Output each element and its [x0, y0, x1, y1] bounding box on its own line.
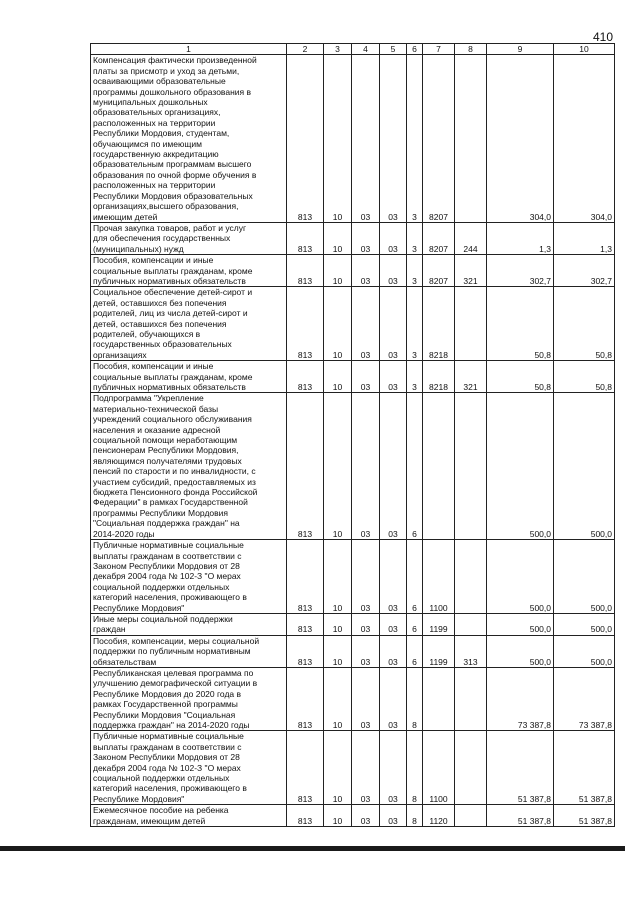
column-header: 9 [487, 44, 554, 55]
row-cell-3: 10 [324, 361, 352, 393]
row-cell-2: 813 [287, 805, 324, 827]
row-cell-10: 500,0 [554, 540, 615, 614]
row-cell-3: 10 [324, 287, 352, 361]
row-cell-3: 10 [324, 255, 352, 287]
row-cell-2: 813 [287, 222, 324, 254]
row-cell-7 [423, 667, 455, 730]
row-cell-7: 8207 [423, 55, 455, 223]
column-header: 10 [554, 44, 615, 55]
row-description: Республиканская целевая программа по улучшению демографической ситуации в Республике Мордовия до 2020 года в рамках Государственной программы Республики Мордовия "Социальная поддержка граждан" на 2014-2020 годы [91, 667, 287, 730]
row-cell-2: 813 [287, 731, 324, 805]
header-row [91, 44, 615, 55]
column-header: 6 [407, 44, 423, 55]
row-cell-4: 03 [352, 613, 380, 635]
row-cell-4: 03 [352, 287, 380, 361]
table-row [91, 667, 615, 730]
row-cell-2: 813 [287, 287, 324, 361]
table-row [91, 222, 615, 254]
row-cell-5: 03 [380, 613, 407, 635]
row-cell-4: 03 [352, 540, 380, 614]
row-cell-8: 244 [455, 222, 487, 254]
row-description: Публичные нормативные социальные выплаты гражданам в соответствии с Законом Республики Мордовия от 28 декабря 2004 года № 102-З "О мерах социальной поддержки отдельных категорий населения, проживающего в Республике Мордовия" [91, 731, 287, 805]
row-cell-5: 03 [380, 540, 407, 614]
row-cell-10: 51 387,8 [554, 805, 615, 827]
row-cell-3: 10 [324, 222, 352, 254]
scan-edge-bar [0, 846, 625, 851]
row-cell-5: 03 [380, 55, 407, 223]
row-cell-2: 813 [287, 613, 324, 635]
row-cell-4: 03 [352, 393, 380, 540]
row-cell-3: 10 [324, 805, 352, 827]
row-cell-5: 03 [380, 255, 407, 287]
row-description: Прочая закупка товаров, работ и услуг для обеспечения государственных (муниципальных) нужд [91, 222, 287, 254]
table-row [91, 805, 615, 827]
table-body [91, 55, 615, 827]
table-row [91, 55, 615, 223]
row-cell-4: 03 [352, 635, 380, 667]
row-cell-2: 813 [287, 393, 324, 540]
column-header: 3 [324, 44, 352, 55]
row-description: Пособия, компенсации и иные социальные выплаты гражданам, кроме публичных нормативных обязательств [91, 361, 287, 393]
row-cell-4: 03 [352, 731, 380, 805]
row-cell-4: 03 [352, 255, 380, 287]
column-header: 8 [455, 44, 487, 55]
row-cell-6: 3 [407, 255, 423, 287]
row-cell-8 [455, 731, 487, 805]
row-cell-5: 03 [380, 287, 407, 361]
row-cell-10: 1,3 [554, 222, 615, 254]
row-cell-7: 1100 [423, 540, 455, 614]
table-row [91, 361, 615, 393]
row-cell-7: 8207 [423, 222, 455, 254]
row-cell-3: 10 [324, 540, 352, 614]
row-cell-8 [455, 613, 487, 635]
row-cell-7 [423, 393, 455, 540]
row-cell-10: 304,0 [554, 55, 615, 223]
row-cell-3: 10 [324, 731, 352, 805]
row-cell-6: 3 [407, 361, 423, 393]
row-description: Иные меры социальной поддержки граждан [91, 613, 287, 635]
row-cell-7: 8218 [423, 287, 455, 361]
row-cell-10: 500,0 [554, 635, 615, 667]
row-cell-4: 03 [352, 222, 380, 254]
row-cell-5: 03 [380, 222, 407, 254]
row-cell-8 [455, 393, 487, 540]
row-cell-8 [455, 287, 487, 361]
row-cell-9: 50,8 [487, 287, 554, 361]
row-cell-10: 51 387,8 [554, 731, 615, 805]
row-cell-7: 1100 [423, 731, 455, 805]
row-cell-8 [455, 667, 487, 730]
row-cell-6: 3 [407, 55, 423, 223]
row-cell-7: 1199 [423, 613, 455, 635]
row-description: Пособия, компенсации и иные социальные выплаты гражданам, кроме публичных нормативных обязательств [91, 255, 287, 287]
row-cell-10: 50,8 [554, 287, 615, 361]
row-cell-10: 500,0 [554, 613, 615, 635]
row-cell-9: 50,8 [487, 361, 554, 393]
row-cell-8: 313 [455, 635, 487, 667]
row-cell-4: 03 [352, 805, 380, 827]
row-cell-7: 1120 [423, 805, 455, 827]
row-description: Ежемесячное пособие на ребенка гражданам, имеющим детей [91, 805, 287, 827]
row-cell-3: 10 [324, 55, 352, 223]
table-row [91, 393, 615, 540]
row-description: Подпрограмма "Укрепление материально-технической базы учреждений социального обслуживания населения и оказание адресной социальной помощи неработающим пенсионерам Республики Мордовия, являющимся получателями трудовых пенсий по старости и по инвалидности, с участием субсидий, предоставляемых из бюджета Пенсионного фонда Российской Федерации" в рамках Государственной программы Республики Мордовия "Социальная поддержка граждан" на 2014-2020 годы [91, 393, 287, 540]
row-cell-5: 03 [380, 731, 407, 805]
row-cell-9: 51 387,8 [487, 731, 554, 805]
row-cell-7: 1199 [423, 635, 455, 667]
row-cell-9: 302,7 [487, 255, 554, 287]
row-cell-3: 10 [324, 635, 352, 667]
table-row [91, 255, 615, 287]
row-cell-10: 302,7 [554, 255, 615, 287]
row-cell-9: 500,0 [487, 613, 554, 635]
row-cell-6: 8 [407, 805, 423, 827]
row-cell-7: 8207 [423, 255, 455, 287]
budget-table [90, 43, 615, 827]
row-cell-3: 10 [324, 393, 352, 540]
table-row [91, 731, 615, 805]
row-cell-3: 10 [324, 613, 352, 635]
row-cell-2: 813 [287, 55, 324, 223]
row-cell-6: 6 [407, 635, 423, 667]
row-cell-6: 6 [407, 540, 423, 614]
column-header: 7 [423, 44, 455, 55]
row-cell-7: 8218 [423, 361, 455, 393]
table-row [91, 540, 615, 614]
row-cell-10: 73 387,8 [554, 667, 615, 730]
column-header: 4 [352, 44, 380, 55]
row-cell-9: 304,0 [487, 55, 554, 223]
row-cell-9: 500,0 [487, 540, 554, 614]
row-cell-6: 6 [407, 613, 423, 635]
row-cell-9: 1,3 [487, 222, 554, 254]
row-cell-2: 813 [287, 667, 324, 730]
row-cell-8: 321 [455, 361, 487, 393]
column-header: 2 [287, 44, 324, 55]
row-description: Пособия, компенсации, меры социальной поддержки по публичным нормативным обязательствам [91, 635, 287, 667]
row-cell-2: 813 [287, 255, 324, 287]
row-cell-6: 8 [407, 667, 423, 730]
row-cell-8 [455, 55, 487, 223]
row-cell-2: 813 [287, 540, 324, 614]
page-number: 410 [593, 30, 614, 44]
row-cell-4: 03 [352, 361, 380, 393]
column-header: 1 [91, 44, 287, 55]
row-cell-6: 6 [407, 393, 423, 540]
row-cell-9: 73 387,8 [487, 667, 554, 730]
row-cell-10: 500,0 [554, 393, 615, 540]
row-cell-9: 500,0 [487, 393, 554, 540]
row-cell-10: 50,8 [554, 361, 615, 393]
row-cell-5: 03 [380, 393, 407, 540]
row-cell-8 [455, 540, 487, 614]
row-cell-9: 51 387,8 [487, 805, 554, 827]
table-row [91, 613, 615, 635]
row-description: Публичные нормативные социальные выплаты гражданам в соответствии с Законом Республики Мордовия от 28 декабря 2004 года № 102-З "О мерах социальной поддержки отдельных категорий населения, проживающего в Республике Мордовия" [91, 540, 287, 614]
row-cell-8: 321 [455, 255, 487, 287]
row-cell-6: 8 [407, 731, 423, 805]
row-cell-5: 03 [380, 805, 407, 827]
row-cell-5: 03 [380, 667, 407, 730]
row-cell-5: 03 [380, 361, 407, 393]
table-row [91, 287, 615, 361]
row-description: Компенсация фактически произведенной платы за присмотр и уход за детьми, осваивающими образовательные программы дошкольного образования в муниципальных дошкольных образовательных организациях, расположенных на территории Республики Мордовия, студентам, обучающимся по имеющим государственную аккредитацию образовательным программам высшего образования по очной форме обучения в расположенных на территории Республики Мордовия образовательных организациях,высшего образования, имеющим детей [91, 55, 287, 223]
row-cell-8 [455, 805, 487, 827]
row-cell-2: 813 [287, 361, 324, 393]
row-cell-6: 3 [407, 287, 423, 361]
row-cell-4: 03 [352, 667, 380, 730]
row-cell-6: 3 [407, 222, 423, 254]
column-header: 5 [380, 44, 407, 55]
row-cell-3: 10 [324, 667, 352, 730]
row-cell-5: 03 [380, 635, 407, 667]
row-description: Социальное обеспечение детей-сирот и детей, оставшихся без попечения родителей, лиц из числа детей-сирот и детей, оставшихся без попечения родителей, обучающихся в государственных образовательных организациях [91, 287, 287, 361]
row-cell-4: 03 [352, 55, 380, 223]
table-row [91, 635, 615, 667]
row-cell-2: 813 [287, 635, 324, 667]
row-cell-9: 500,0 [487, 635, 554, 667]
